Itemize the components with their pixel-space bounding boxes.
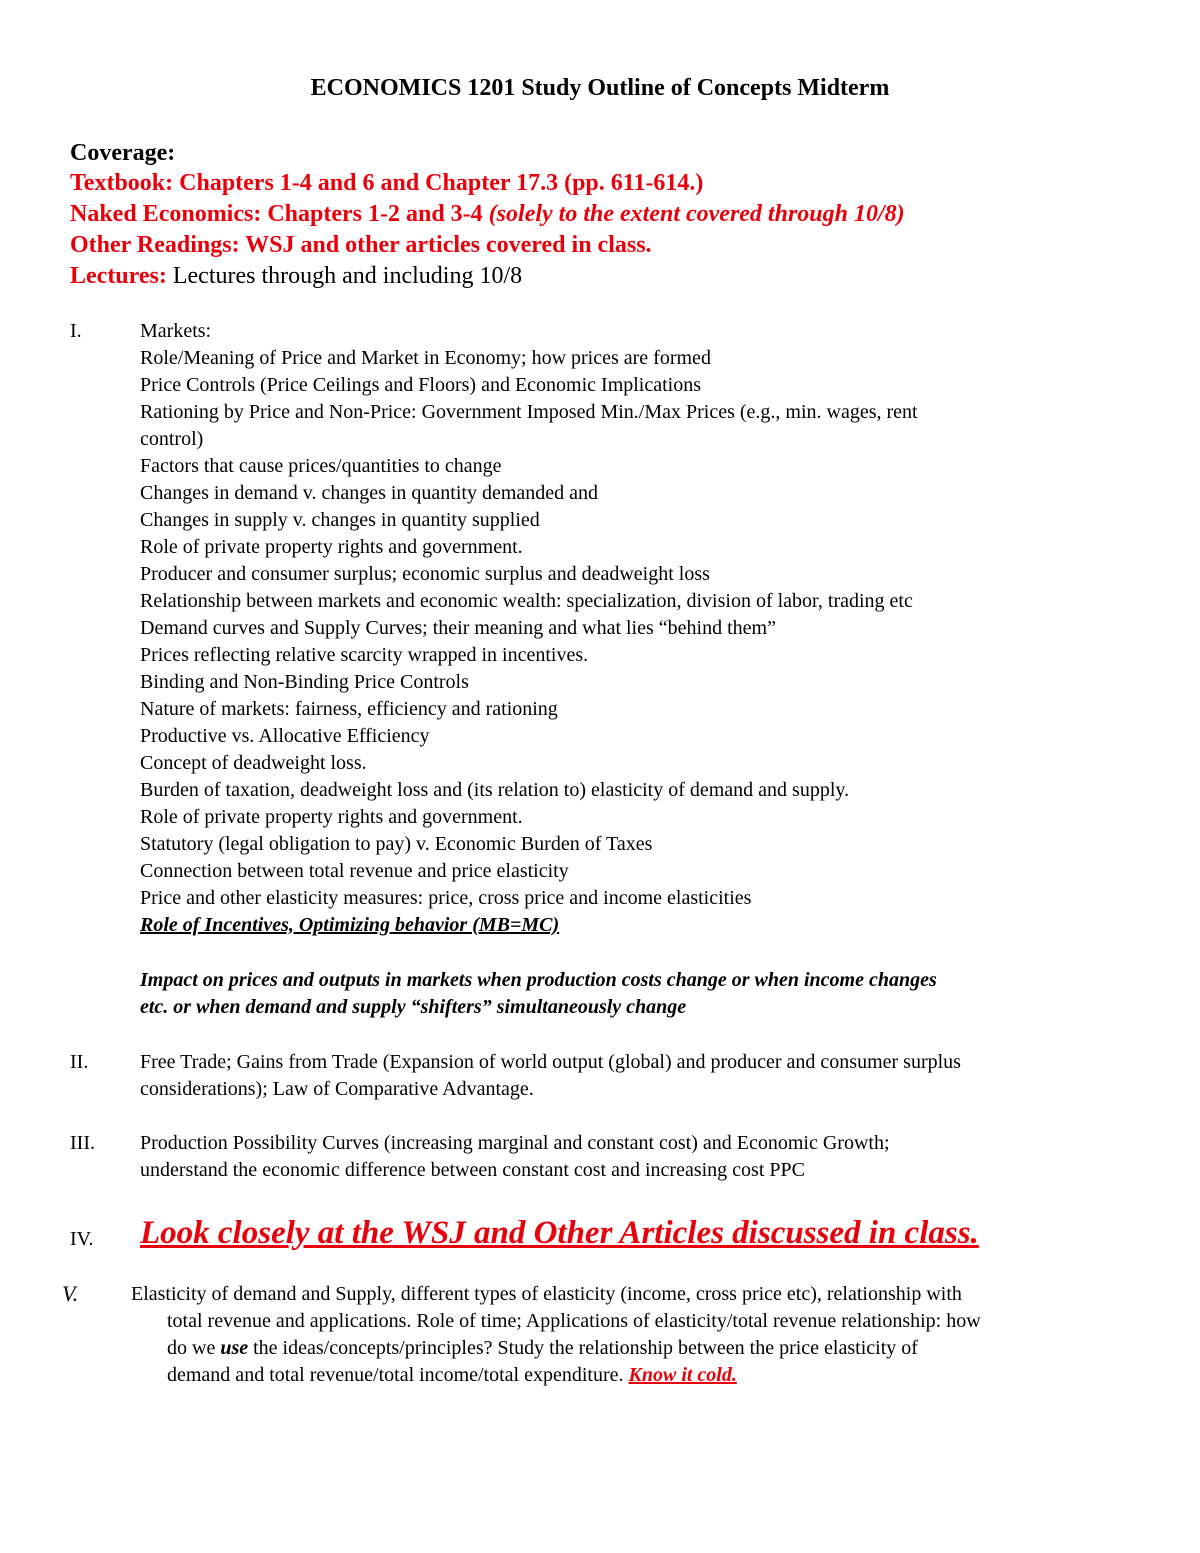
list-item: Factors that cause prices/quantities to change [140,455,502,477]
list-item: Prices reflecting relative scarcity wrapped in incentives. [140,644,589,666]
list-item: Relationship between markets and economic wealth: specialization, division of labor, trading etc [140,590,913,612]
section-5-line-4 [167,1362,737,1389]
list-item: Role/Meaning of Price and Market in Economy; how prices are formed [140,347,711,369]
list-item: Price and other elasticity measures: price, cross price and income elasticities [140,887,752,909]
list-item: Nature of markets: fairness, efficiency and rationing [140,698,558,720]
list-item: Role of private property rights and government. [140,536,523,558]
incentives-item: Role of Incentives, Optimizing behavior (MB=MC) [140,914,560,936]
list-item: Price Controls (Price Ceilings and Floors) and Economic Implications [140,374,702,396]
list-item: Producer and consumer surplus; economic surplus and deadweight loss [140,563,710,585]
list-item: Concept of deadweight loss. [140,752,367,774]
section-3-line-1: Production Possibility Curves (increasing marginal and constant cost) and Economic Growth; [140,1132,890,1154]
naked-economics-main: Naked Economics: Chapters 1-2 and 3-4 [70,201,489,227]
list-item: Rationing by Price and Non-Price: Government Imposed Min./Max Prices (e.g., min. wages, rent [140,401,918,423]
coverage-naked-economics [70,199,905,229]
list-item: Statutory (legal obligation to pay) v. Economic Burden of Taxes [140,833,653,855]
section-1-numeral: I. [70,320,82,342]
list-item: Burden of taxation, deadweight loss and (its relation to) elasticity of demand and supply. [140,779,850,801]
naked-economics-note: (solely to the extent covered through 10/8) [488,201,905,227]
section-5-line-1: Elasticity of demand and Supply, different types of elasticity (income, cross price etc), relationship with [131,1283,962,1305]
list-item: Productive vs. Allocative Efficiency [140,725,430,747]
section-2-line-2: considerations); Law of Comparative Advantage. [140,1078,534,1100]
section-5-line-3-post: the ideas/concepts/principles? Study the relationship between the price elasticity of [248,1337,918,1359]
impact-line-2: etc. or when demand and supply “shifters” simultaneously change [140,996,687,1018]
lectures-label: Lectures: [70,263,167,289]
list-item: Changes in supply v. changes in quantity supplied [140,509,540,531]
section-2-numeral: II. [70,1051,89,1073]
section-4-numeral: IV. [70,1228,94,1250]
know-it-cold: Know it cold. [628,1364,737,1386]
section-3-line-2: understand the economic difference between constant cost and increasing cost PPC [140,1159,805,1181]
section-5-numeral: V. [62,1281,79,1306]
list-item: Connection between total revenue and price elasticity [140,860,569,882]
document-title: ECONOMICS 1201 Study Outline of Concepts Midterm [310,75,890,101]
list-item: Demand curves and Supply Curves; their meaning and what lies “behind them” [140,617,776,639]
section-5-line-3-pre: do we [167,1337,221,1359]
coverage-lectures [70,261,522,291]
list-item: Role of private property rights and government. [140,806,523,828]
section-1-heading: Markets: [140,320,212,342]
section-4-highlight: Look closely at the WSJ and Other Articles discussed in class. [140,1215,979,1251]
section-5-line-3 [167,1335,918,1362]
coverage-other-readings: Other Readings: WSJ and other articles covered in class. [70,232,652,258]
coverage-textbook: Textbook: Chapters 1-4 and 6 and Chapter 17.3 (pp. 611-614.) [70,170,704,196]
list-item: Binding and Non-Binding Price Controls [140,671,469,693]
list-item: control) [140,428,204,450]
section-2-line-1: Free Trade; Gains from Trade (Expansion of world output (global) and producer and consumer surplus [140,1051,961,1073]
section-5-line-4-text: demand and total revenue/total income/total expenditure. [167,1364,629,1386]
impact-line-1: Impact on prices and outputs in markets when production costs change or when income changes [140,969,937,991]
section-5-use: use [220,1337,249,1359]
section-5-line-2: total revenue and applications. Role of time; Applications of elasticity/total revenue relationship: how [167,1310,981,1332]
coverage-heading: Coverage: [70,140,176,166]
section-3-numeral: III. [70,1132,95,1154]
list-item: Changes in demand v. changes in quantity demanded and [140,482,599,504]
lectures-value: Lectures through and including 10/8 [166,263,523,289]
